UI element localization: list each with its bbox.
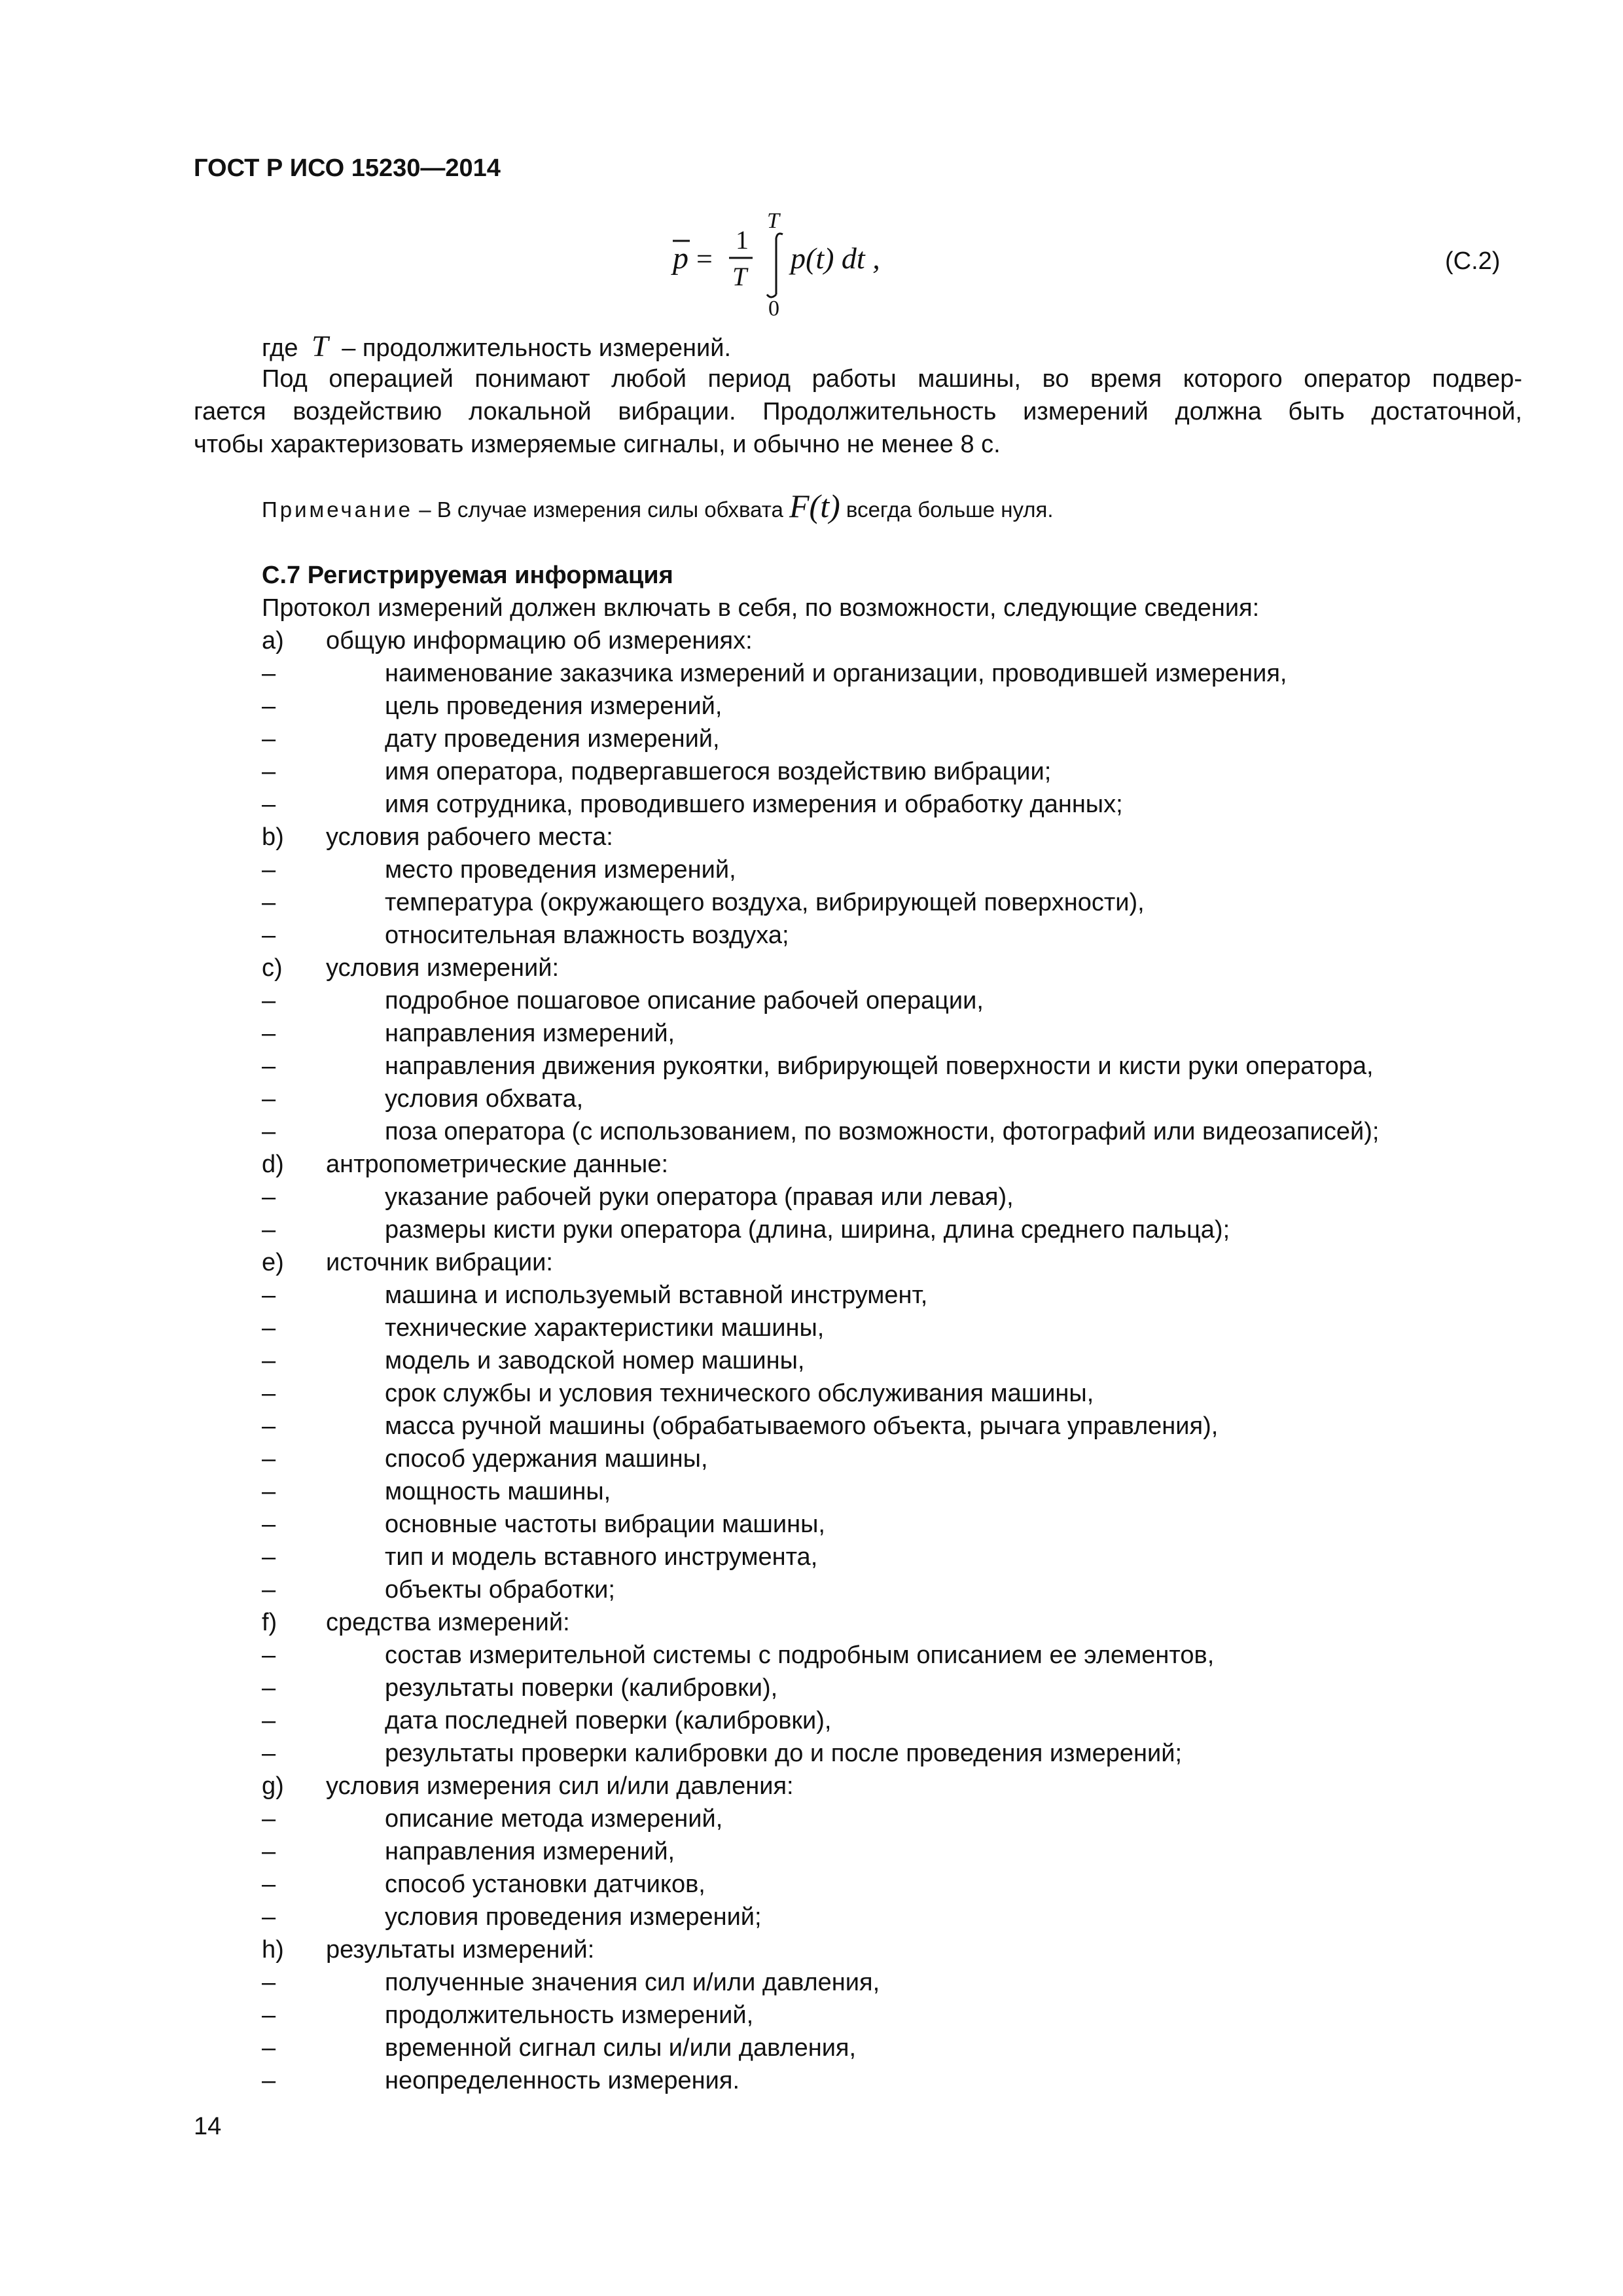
- list-item-text: объекты обработки;: [385, 1576, 615, 1604]
- list-item-dash: –: [262, 1903, 276, 1931]
- list-item-text: температура (окружающего воздуха, вибрирующей поверхности),: [385, 889, 1145, 916]
- list-item-dash: –: [262, 1183, 276, 1211]
- list-item-text: направления движения рукоятки, вибрирующей поверхности и кисти руки оператора,: [385, 1052, 1374, 1080]
- note-label: Примечание: [262, 497, 414, 522]
- list-item-dash: –: [262, 987, 276, 1014]
- formula-integrand: p(t) dt ,: [791, 242, 880, 275]
- list-item-dash: –: [262, 1118, 276, 1145]
- list-item-text: машина и используемый вставной инструмент,: [385, 1282, 928, 1309]
- list-item-dash: –: [262, 1674, 276, 1702]
- page-number: 14: [194, 2113, 222, 2140]
- list-item-text: условия проведения измерений;: [385, 1903, 762, 1931]
- list-item-dash: –: [262, 1641, 276, 1669]
- list-item-text: неопределенность измерения.: [385, 2067, 740, 2094]
- list-item-dash: –: [262, 1347, 276, 1374]
- list-item-dash: –: [262, 1216, 276, 1244]
- list-item-dash: –: [262, 2067, 276, 2094]
- list-item-text: дата последней поверки (калибровки),: [385, 1707, 832, 1734]
- list-group-marker: c): [262, 954, 283, 982]
- list-group-text: антропометрические данные:: [326, 1151, 669, 1178]
- list-group-marker: f): [262, 1609, 277, 1636]
- list-item-dash: –: [262, 2034, 276, 2062]
- list-item-dash: –: [262, 1543, 276, 1571]
- where-line: [262, 330, 731, 365]
- list-item-dash: –: [262, 1511, 276, 1538]
- list-item-dash: –: [262, 1576, 276, 1604]
- list-group-text: общую информацию об измерениях:: [326, 627, 753, 655]
- list-item-dash: –: [262, 1412, 276, 1440]
- list-item-text: размеры кисти руки оператора (длина, ширина, длина среднего пальца);: [385, 1216, 1230, 1244]
- list-item-text: указание рабочей руки оператора (правая или левая),: [385, 1183, 1014, 1211]
- list-item-text: место проведения измерений,: [385, 856, 736, 884]
- list-item-text: описание метода измерений,: [385, 1805, 723, 1833]
- list-item-text: наименование заказчика измерений и организации, проводившей измерения,: [385, 660, 1287, 687]
- list-item-dash: –: [262, 1707, 276, 1734]
- note-text-after: всегда больше нуля.: [846, 497, 1054, 522]
- list-item-dash: –: [262, 889, 276, 916]
- list-item-dash: –: [262, 725, 276, 753]
- list-item-text: тип и модель вставного инструмента,: [385, 1543, 818, 1571]
- list-group-text: условия рабочего места:: [326, 823, 613, 851]
- formula-lower-limit: 0: [768, 296, 779, 319]
- list-item-text: мощность машины,: [385, 1478, 611, 1505]
- paragraph-line-1: Под операцией понимают любой период работы машины, во время которого оператор подвер-: [262, 365, 1522, 393]
- list-item-text: срок службы и условия технического обслуживания машины,: [385, 1380, 1094, 1407]
- list-item-dash: –: [262, 692, 276, 720]
- list-group-marker: b): [262, 823, 284, 851]
- section-intro: Протокол измерений должен включать в себя, по возможности, следующие сведения:: [262, 594, 1260, 622]
- list-item-text: полученные значения сил и/или давления,: [385, 1969, 880, 1996]
- list-item-dash: –: [262, 1445, 276, 1473]
- list-item-text: результаты поверки (калибровки),: [385, 1674, 778, 1702]
- list-group-text: условия измерений:: [326, 954, 560, 982]
- list-item-text: технические характеристики машины,: [385, 1314, 825, 1342]
- list-item-text: направления измерений,: [385, 1020, 675, 1047]
- formula-c2: [668, 208, 903, 319]
- list-item-dash: –: [262, 1314, 276, 1342]
- list-item-dash: –: [262, 1478, 276, 1505]
- list-item-text: продолжительность измерений,: [385, 2001, 754, 2029]
- list-item-dash: –: [262, 922, 276, 949]
- where-prefix: где: [262, 334, 298, 362]
- list-item-text: масса ручной машины (обрабатываемого объекта, рычага управления),: [385, 1412, 1219, 1440]
- integral-sign-icon: [767, 234, 783, 297]
- paragraph-line-2: гается воздействию локальной вибрации. Продолжительность измерений должна быть достаточной,: [194, 398, 1522, 425]
- list-item-dash: –: [262, 856, 276, 884]
- note: [262, 490, 1054, 526]
- where-symbol: T: [312, 329, 329, 363]
- list-item-dash: –: [262, 791, 276, 818]
- list-item-dash: –: [262, 1740, 276, 1767]
- note-symbol: F(t): [789, 488, 840, 524]
- section-title: С.7 Регистрируемая информация: [262, 562, 673, 589]
- list-group-text: условия измерения сил и/или давления:: [326, 1772, 794, 1800]
- where-text: – продолжительность измерений.: [342, 334, 732, 362]
- list-item-dash: –: [262, 1838, 276, 1865]
- list-item-text: способ удержания машины,: [385, 1445, 708, 1473]
- list-item-text: состав измерительной системы с подробным описанием ее элементов,: [385, 1641, 1215, 1669]
- list-group-marker: g): [262, 1772, 284, 1800]
- list-item-text: условия обхвата,: [385, 1085, 584, 1113]
- formula-upper-limit: T: [767, 209, 779, 233]
- list-item-dash: –: [262, 1052, 276, 1080]
- note-text-before: – В случае измерения силы обхвата: [419, 497, 783, 522]
- list-group-marker: e): [262, 1249, 284, 1276]
- list-item-dash: –: [262, 758, 276, 785]
- list-item-text: поза оператора (с использованием, по возможности, фотографий или видеозаписей);: [385, 1118, 1380, 1145]
- list-item-dash: –: [262, 660, 276, 687]
- list-item-text: дату проведения измерений,: [385, 725, 720, 753]
- list-item-text: модель и заводской номер машины,: [385, 1347, 805, 1374]
- list-item-text: направления измерений,: [385, 1838, 675, 1865]
- list-item-text: временной сигнал силы и/или давления,: [385, 2034, 857, 2062]
- list-item-dash: –: [262, 1085, 276, 1113]
- list-group-text: результаты измерений:: [326, 1936, 595, 1964]
- formula-lhs: p: [673, 241, 688, 276]
- equation-number: (C.2): [1445, 247, 1501, 275]
- list-group-marker: h): [262, 1936, 284, 1964]
- list-item-dash: –: [262, 1020, 276, 1047]
- list-item-text: способ установки датчиков,: [385, 1871, 705, 1898]
- list-item-text: имя оператора, подвергавшегося воздействию вибрации;: [385, 758, 1052, 785]
- list-item-text: относительная влажность воздуха;: [385, 922, 789, 949]
- formula-denominator: T: [732, 262, 747, 291]
- list-group-marker: a): [262, 627, 284, 655]
- list-item-dash: –: [262, 1969, 276, 1996]
- list-item-dash: –: [262, 1282, 276, 1309]
- list-item-text: имя сотрудника, проводившего измерения и обработку данных;: [385, 791, 1123, 818]
- list-group-text: средства измерений:: [326, 1609, 570, 1636]
- formula-equals: =: [696, 243, 713, 275]
- list-item-dash: –: [262, 2001, 276, 2029]
- list-group-text: источник вибрации:: [326, 1249, 553, 1276]
- list-item-dash: –: [262, 1871, 276, 1898]
- list-item-text: цель проведения измерений,: [385, 692, 722, 720]
- list-item-dash: –: [262, 1380, 276, 1407]
- paragraph-line-3: чтобы характеризовать измеряемые сигналы, и обычно не менее 8 с.: [194, 431, 1001, 458]
- formula-numerator: 1: [736, 225, 749, 255]
- list-group-marker: d): [262, 1151, 284, 1178]
- list-item-text: основные частоты вибрации машины,: [385, 1511, 825, 1538]
- list-item-dash: –: [262, 1805, 276, 1833]
- document-header: ГОСТ Р ИСО 15230—2014: [194, 154, 501, 182]
- list-item-text: результаты проверки калибровки до и после проведения измерений;: [385, 1740, 1183, 1767]
- list-item-text: подробное пошаговое описание рабочей операции,: [385, 987, 984, 1014]
